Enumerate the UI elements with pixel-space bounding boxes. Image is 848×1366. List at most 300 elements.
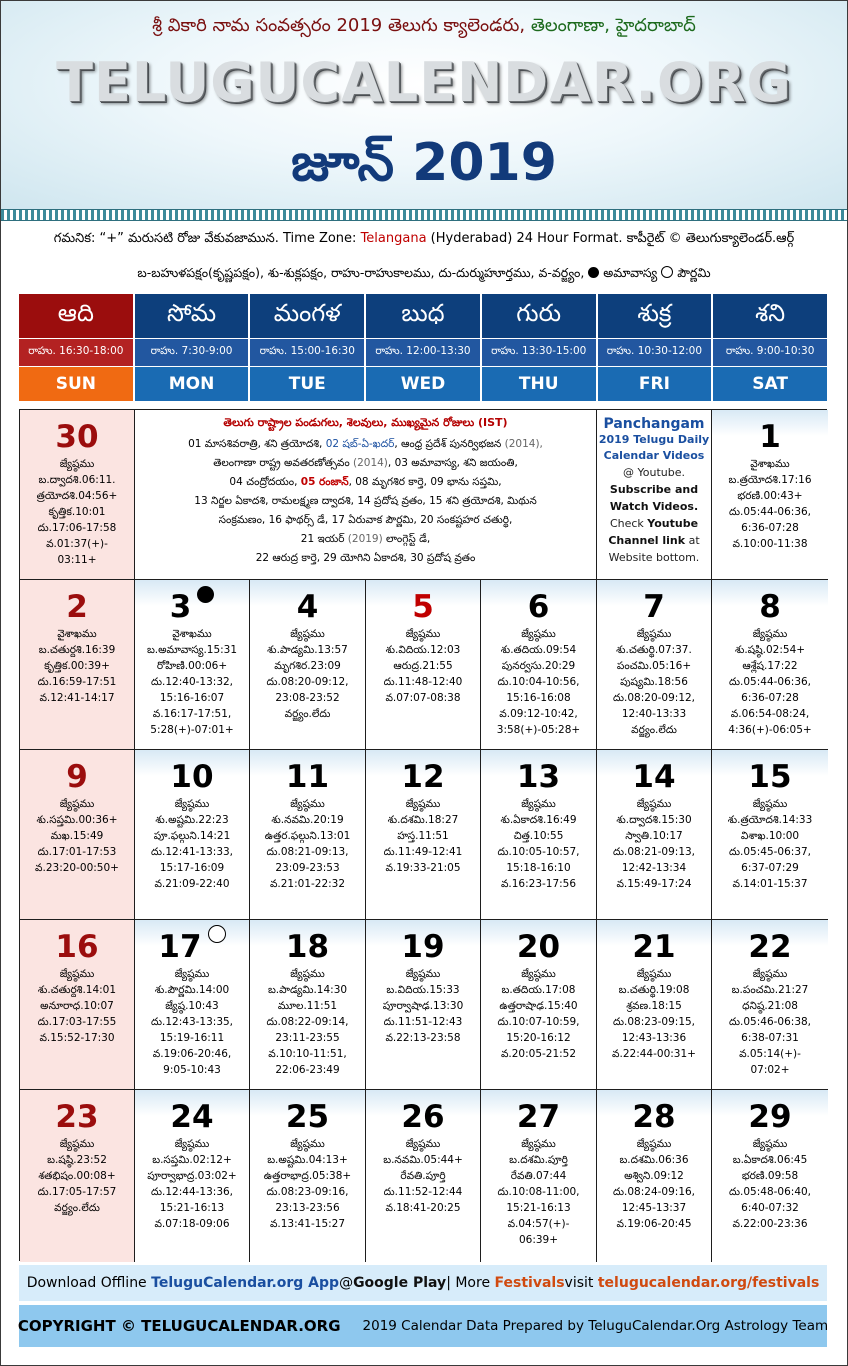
detail-line: వ.20:05-21:52	[500, 1048, 577, 1060]
detail-line: ఆశ్లేష.17:22	[742, 660, 798, 672]
detail-line: దు.11:48-12:40	[383, 676, 463, 688]
day-number: 11	[285, 759, 330, 795]
detail-line: 23:11-23:55	[275, 1032, 340, 1044]
panchang-details	[366, 966, 480, 1046]
detail-line: బ.పాడ్యమి.14:30	[267, 984, 348, 996]
day-number: 16	[55, 929, 99, 965]
ornament-divider	[1, 209, 847, 221]
detail-line: మృగశిర.23:09	[274, 660, 341, 672]
detail-line: వ.06:54-08:24,	[730, 708, 810, 720]
detail-line: దు.08:22-09:14,	[266, 1016, 349, 1028]
detail-line: 6:38-07:31	[741, 1032, 799, 1044]
day-number: 17	[158, 929, 202, 965]
detail-line: వైశాఖము	[172, 628, 212, 640]
day-number: 27	[516, 1099, 561, 1135]
panchang-details	[250, 796, 365, 892]
detail-line: జ్యేష్ఠము	[636, 968, 672, 980]
detail-line: దు.08:23-09:15,	[612, 1016, 696, 1028]
detail-line: 07:02+	[750, 1064, 790, 1076]
day-cell[interactable]	[712, 410, 828, 580]
detail-line: 5:28(+)-07:01+	[150, 724, 234, 736]
detail-line: దు.12:41-13:33,	[150, 846, 234, 858]
new-moon-icon	[197, 586, 214, 603]
detail-line: బ.నవమి.05:44+	[383, 1154, 463, 1166]
detail-line: 3:58(+)-05:28+	[496, 724, 581, 736]
day-cell[interactable]	[481, 1090, 597, 1262]
detail-line: జ్యేష్ఠము	[405, 798, 441, 810]
detail-line: దు.08:21-09:13,	[612, 846, 696, 858]
day-cell[interactable]	[366, 1090, 481, 1262]
detail-line: జ్యేష్ఠము	[290, 628, 325, 640]
detail-line: వ.07:18-09:06	[154, 1218, 230, 1230]
day-cell[interactable]	[481, 920, 597, 1090]
new-moon-icon	[588, 267, 599, 278]
detail-line: ధనిష్ఠ.21:08	[742, 1000, 798, 1012]
panchang-details	[597, 796, 711, 892]
panchang-details	[597, 626, 711, 738]
panchang-details	[597, 966, 711, 1062]
detail-line: భరణి.00:43+	[737, 490, 803, 502]
day-cell[interactable]	[597, 1090, 712, 1262]
detail-line: శు.దశమి.18:27	[387, 814, 459, 826]
day-number: 6	[527, 589, 550, 625]
detail-line: దు.11:51-12:43	[383, 1016, 463, 1028]
detail-line: దు.05:46-06:38,	[728, 1016, 812, 1028]
detail-line: జ్యేష్ఠము	[521, 628, 556, 640]
prepared-by-text: 2019 Calendar Data Prepared by TeluguCalendar.Org Astrology Team	[362, 1318, 829, 1334]
detail-line: 12:42-13:34	[621, 862, 687, 874]
detail-line: పుష్యమి.18:56	[620, 676, 688, 688]
detail-line: బ.తదియ.17:08	[501, 984, 576, 996]
panchang-details	[481, 966, 596, 1062]
detail-line: వైశాఖము	[57, 628, 97, 640]
weekday-tue: మంగళ రాహు. 15:00-16:30 TUE	[250, 294, 364, 401]
detail-line: అనూరాధ.10:07	[40, 1000, 114, 1012]
day-cell[interactable]	[712, 920, 828, 1090]
panchang-details	[712, 1136, 828, 1232]
detail-line: దు.17:03-17:55	[37, 1016, 117, 1028]
detail-line: వ.09:12-10:42,	[499, 708, 578, 720]
panchang-details	[712, 626, 828, 738]
detail-line: వ.07:07-08:38	[385, 692, 461, 704]
detail-line: రేవతి.07:44	[510, 1170, 567, 1182]
panchang-details	[366, 626, 480, 706]
day-cell[interactable]	[712, 580, 828, 750]
top-title	[1, 15, 847, 40]
detail-line: బ.షష్ఠి.23:52	[47, 1154, 107, 1166]
detail-line: వ.15:49-17:24	[616, 878, 692, 890]
detail-line: వ.10:00-11:38	[732, 538, 808, 550]
detail-line: మఖ.15:49	[50, 830, 104, 842]
detail-line: 15:18-16:10	[506, 862, 571, 874]
detail-line: బ.చతుర్దశి.16:39	[38, 644, 116, 656]
copyright-bar	[19, 1305, 827, 1347]
detail-line: శ్రవణ.18:15	[626, 1000, 682, 1012]
day-number: 10	[170, 759, 214, 795]
detail-line: శు.తదియ.09:54	[500, 644, 577, 656]
day-cell[interactable]	[20, 410, 135, 580]
detail-line: వ.21:09-22:40	[154, 878, 230, 890]
year-title: శ్రీ వికారి నామ సంవత్సరం 2019 తెలుగు క్యాలెండరు,	[152, 15, 531, 36]
detail-line: దు.10:08-11:00,	[497, 1186, 580, 1198]
detail-line: వ.10:10-11:51,	[268, 1048, 347, 1060]
day-cell[interactable]	[20, 750, 135, 920]
detail-line: కృత్తిక.00:39+	[44, 660, 110, 672]
panchang-details	[20, 966, 134, 1046]
detail-line: 12:40-13:33	[621, 708, 687, 720]
detail-line: రేవతి.పూర్తి	[400, 1170, 446, 1182]
detail-line: శు.పాడ్యమి.13:57	[267, 644, 348, 656]
day-cell[interactable]	[250, 1090, 366, 1262]
detail-line: దు.10:07-10:59,	[497, 1016, 580, 1028]
day-cell[interactable]	[20, 580, 135, 750]
detail-line: వ.22:00-23:36	[732, 1218, 808, 1230]
detail-line: అశ్విని.09:12	[624, 1170, 684, 1182]
day-number: 14	[632, 759, 676, 795]
location-title: తెలంగాణా, హైదరాబాద్	[530, 15, 696, 36]
detail-line: వ.22:13-23:58	[385, 1032, 461, 1044]
day-cell[interactable]	[481, 750, 597, 920]
google-play-link[interactable]: Google Play	[353, 1275, 447, 1291]
day-number: 30	[55, 419, 99, 455]
detail-line: దు.12:40-13:32,	[150, 676, 234, 688]
detail-line: వ.19:33-21:05	[385, 862, 461, 874]
detail-line: జ్యేష్ఠము	[290, 798, 325, 810]
day-number: 24	[170, 1099, 214, 1135]
day-number: 9	[66, 759, 88, 795]
day-cell[interactable]	[135, 1090, 250, 1262]
detail-line: జ్యేష్ఠము	[59, 968, 95, 980]
day-number: 23	[55, 1099, 99, 1135]
panchangam-promo[interactable]: Panchangam 2019 Telugu Daily Calendar Videos @ Youtube. Subscribe and Watch Videos. Check Youtube Channel link at Website bottom.	[597, 410, 712, 580]
detail-line: దు.08:20-09:12,	[266, 676, 349, 688]
day-cell[interactable]	[366, 920, 481, 1090]
day-number: 28	[632, 1099, 676, 1135]
day-number: 7	[643, 589, 665, 625]
detail-line: వ.19:06-20:45	[616, 1218, 692, 1230]
detail-line: వర్జ్యం.లేదు	[54, 1202, 100, 1214]
detail-line: దు.05:44-06:36,	[728, 506, 812, 518]
detail-line: శు.షష్ఠి.02:54+	[734, 644, 806, 656]
panchang-details	[481, 796, 596, 892]
detail-line: జ్యేష్ఠము	[752, 968, 788, 980]
day-cell[interactable]	[366, 750, 481, 920]
detail-line: దు.05:44-06:36,	[728, 676, 812, 688]
festivals-link[interactable]: Festivals	[494, 1275, 565, 1291]
detail-line: జ్యేష్ఠము	[521, 1138, 556, 1150]
day-cell[interactable]	[366, 580, 481, 750]
detail-line: వ.19:06-20:46,	[152, 1048, 232, 1060]
timezone-note: గమనిక: “+” మరుసటి రోజు వేకువజామున. Time Zone: Telangana (Hyderabad) 24 Hour Format. కాపీరైట్ © తెలుగుక్యాలెండర్.ఆర్గ్	[53, 231, 795, 246]
day-number: 18	[285, 929, 330, 965]
detail-line: దు.16:59-17:51	[37, 676, 117, 688]
panchang-details	[250, 1136, 365, 1232]
detail-line: పూ.ఫల్గుని.14:21	[153, 830, 231, 842]
detail-line: వ.12:41-14:17	[39, 692, 115, 704]
site-logo[interactable]: TELUGUCALENDAR.ORG	[56, 51, 792, 114]
weekday-wed: బుధ రాహు. 12:00-13:30 WED	[366, 294, 480, 401]
day-cell[interactable]	[712, 1090, 828, 1262]
detail-line: హస్త.11:51	[397, 830, 449, 842]
detail-line: బ.అమావాస్య.15:31	[146, 644, 238, 656]
panchang-details	[366, 796, 480, 876]
detail-line: 6:36-07:28	[741, 692, 799, 704]
detail-line: పునర్వసు.20:29	[501, 660, 576, 672]
day-cell[interactable]	[712, 750, 828, 920]
detail-line: 15:16-16:07	[159, 692, 225, 704]
detail-line: 15:20-16:12	[506, 1032, 571, 1044]
detail-line: శు.అష్టమి.22:23	[155, 814, 229, 826]
detail-line: విశాఖ.10:00	[740, 830, 800, 842]
detail-line: 6:36-07:28	[741, 522, 799, 534]
detail-line: దు.12:43-13:35,	[150, 1016, 234, 1028]
detail-line: వర్జ్యం.లేదు	[284, 708, 331, 720]
detail-line: చిత్త.10:55	[513, 830, 564, 842]
detail-line: 15:17-16:09	[159, 862, 225, 874]
detail-line: స్వాతి.10:17	[625, 830, 683, 842]
detail-line: వ.16:17-17:51,	[152, 708, 232, 720]
day-number: 20	[516, 929, 561, 965]
detail-line: శు.నవమి.20:19	[271, 814, 344, 826]
day-number: 29	[748, 1099, 792, 1135]
day-cell[interactable]	[481, 580, 597, 750]
detail-line: 4:36(+)-06:05+	[728, 724, 812, 736]
day-number: 3	[169, 589, 192, 625]
detail-line: జ్యేష్ఠము	[752, 628, 788, 640]
panchang-details	[250, 966, 365, 1078]
detail-line: శు.పౌర్ణమి.14:00	[154, 984, 230, 996]
detail-line: దు.05:48-06:40,	[728, 1186, 812, 1198]
detail-line: దు.05:45-06:37,	[728, 846, 812, 858]
day-cell[interactable]	[597, 580, 712, 750]
abbreviation-legend: బ-బహుళపక్షం(కృష్ణపక్షం), శు-శుక్లపక్షం, రాహు-రాహుకాలము, దు-దుర్ముహూర్తము, వ-వర్జ్యం, అమావాస్య పౌర్ణమి	[137, 265, 711, 280]
detail-line: దు.10:05-10:57,	[497, 846, 580, 858]
download-bar: Download Offline TeluguCalendar.org App @ Google Play | More Festivals visit telugucalendar.org/festivals	[19, 1265, 827, 1301]
detail-line: 9:05-10:43	[163, 1064, 221, 1076]
detail-line: బ.అష్టమి.04:13+	[267, 1154, 348, 1166]
detail-line: వ.13:41-15:27	[269, 1218, 346, 1230]
day-cell[interactable]	[250, 580, 366, 750]
detail-line: దు.12:44-13:36,	[150, 1186, 234, 1198]
detail-line: వ.23:20-00:50+	[35, 862, 119, 874]
detail-line: 6:37-07:29	[741, 862, 799, 874]
detail-line: జ్యేష్ఠము	[636, 628, 672, 640]
day-cell[interactable]	[20, 920, 135, 1090]
detail-line: కృత్తిక.10:01	[48, 506, 106, 518]
detail-line: శు.చతుర్థి.07:37.	[616, 644, 692, 656]
detail-line: జ్యేష్ఠము	[521, 968, 556, 980]
detail-line: జ్యేష్ఠము	[290, 1138, 325, 1150]
detail-line: శు.త్రయోదశి.14:33	[727, 814, 813, 826]
app-link[interactable]: TeluguCalendar.org App	[151, 1275, 340, 1291]
day-number: 5	[412, 589, 434, 625]
panchang-details	[597, 1136, 711, 1232]
weekday-thu: గురు రాహు. 13:30-15:00 THU	[482, 294, 596, 401]
detail-line: దు.10:04-10:56,	[497, 676, 580, 688]
detail-line: త్రయోదశి.04:56+	[36, 490, 118, 502]
day-number: 4	[296, 589, 319, 625]
detail-line: 15:21-16:13	[159, 1202, 225, 1214]
panchang-details	[366, 1136, 480, 1216]
detail-line: 23:13-23:56	[275, 1202, 340, 1214]
detail-line: దు.11:52-12:44	[383, 1186, 463, 1198]
detail-line: పూర్వాషాఢ.13:30	[382, 1000, 464, 1012]
detail-line: దు.11:49-12:41	[383, 846, 463, 858]
detail-line: దు.17:06-17:58	[37, 522, 117, 534]
detail-line: బ.విదియ.15:33	[386, 984, 460, 996]
festival-title: తెలుగు రాష్ట్రాల పండుగలు, శెలవులు, ముఖ్యమైన రోజులు (IST)	[223, 416, 508, 429]
panchang-details	[712, 456, 828, 552]
panchang-details	[135, 626, 249, 738]
detail-line: 15:16-16:08	[506, 692, 571, 704]
day-cell[interactable]	[135, 920, 250, 1090]
detail-line: 12:45-13:37	[621, 1202, 687, 1214]
day-number: 26	[401, 1099, 445, 1135]
detail-line: 03:11+	[57, 554, 97, 566]
weekday-sun: ఆది రాహు. 16:30-18:00 SUN	[19, 294, 133, 401]
detail-line: శు.సప్తమి.00:36+	[36, 814, 118, 826]
detail-line: జ్యేష్ఠము	[405, 968, 441, 980]
detail-line: ఆరుద్ర.21:55	[393, 660, 453, 672]
day-number: 19	[401, 929, 445, 965]
day-number: 8	[759, 589, 781, 625]
detail-line: వ.15:52-17:30	[39, 1032, 115, 1044]
detail-line: జ్యేష్ఠము	[521, 798, 556, 810]
detail-line: బ.పంచమి.21:27	[731, 984, 809, 996]
day-cell[interactable]	[135, 580, 250, 750]
day-number: 22	[748, 929, 792, 965]
detail-line: వ.21:01-22:32	[269, 878, 346, 890]
festival-list	[135, 410, 597, 580]
day-number: 13	[516, 759, 561, 795]
day-cell[interactable]	[135, 750, 250, 920]
day-number: 1	[759, 419, 781, 455]
detail-line: శు.ఏకాదశి.16:49	[500, 814, 577, 826]
detail-line: శు.చతుర్దశి.14:01	[37, 984, 117, 996]
detail-line: బ.ఏకాదశి.06:45	[732, 1154, 808, 1166]
copyright-text: COPYRIGHT © TELUGUCALENDAR.ORG	[17, 1317, 341, 1335]
detail-line: వ.18:41-20:25	[385, 1202, 461, 1214]
header-banner	[1, 1, 847, 209]
panchang-details	[135, 966, 249, 1078]
detail-line: జ్యేష్ఠము	[174, 968, 210, 980]
detail-line: 23:08-23:52	[275, 692, 340, 704]
detail-line: జ్యేష్ఠము	[405, 628, 441, 640]
detail-line: దు.08:21-09:13,	[266, 846, 349, 858]
detail-line: పంచమి.05:16+	[616, 660, 692, 672]
detail-line: వ.16:23-17:56	[500, 878, 577, 890]
day-cell[interactable]	[250, 750, 366, 920]
weekday-sat: శని రాహు. 9:00-10:30 SAT	[713, 294, 827, 401]
detail-line: 23:09-23:53	[275, 862, 340, 874]
detail-line: భరణి.09:58	[741, 1170, 799, 1182]
panchang-details	[481, 1136, 596, 1248]
panchang-details	[712, 796, 828, 892]
detail-line: బ.దశమి.పూర్తి	[509, 1154, 568, 1166]
detail-line: జ్యేష్ఠము	[174, 798, 210, 810]
detail-line: దు.08:24-09:16,	[612, 1186, 696, 1198]
detail-line: వ.22:44-00:31+	[612, 1048, 696, 1060]
detail-line: వ.05:14(+)-	[739, 1048, 801, 1060]
detail-line: జ్యేష్ఠము	[174, 1138, 210, 1150]
detail-line: బ.ద్వాదశి.06:11.	[38, 474, 116, 486]
detail-line: 06:39+	[518, 1234, 559, 1246]
panchang-details	[20, 626, 134, 706]
detail-line: రోహిణి.00:06+	[156, 660, 228, 672]
detail-line: 6:40-07:32	[741, 1202, 799, 1214]
detail-line: దు.17:05-17:57	[37, 1186, 117, 1198]
day-cell[interactable]	[250, 920, 366, 1090]
detail-line: 15:21-16:13	[506, 1202, 571, 1214]
detail-line: పూర్వాభాద్ర.03:02+	[147, 1170, 237, 1182]
detail-line: దు.08:23-09:16,	[266, 1186, 349, 1198]
detail-line: దు.17:01-17:53	[37, 846, 117, 858]
detail-line: ఉత్తర.ఫల్గుని.13:01	[264, 830, 351, 842]
panchang-details	[135, 796, 249, 892]
festival-body: 01 మాసశివరాత్రి, శని త్రయోదశి, 02 షబ్-ఏ-ఖదర్, ఆంధ్ర ప్రదేశ్ పునర్విభజన (2014), తెలంగాణా రాష్ట్ర అవతరణోత్సవం (2014), 03 అమావాస్య, శని జయంతి, 04 చంద్రోదయం, 05 రంజాన్, 08 మృగశిర కార్తె, 09 భాను సప్తమి, 13 నిర్జల ఏకాదశి, రామలక్ష్మణ ద్వాదశి, 14 ప్రదోష వ్రతం, 15 శని త్రయోదశి, మిథున సంక్రమణం, 16 ఫాథర్స్ డే, 17 ఏరువాక పౌర్ణమి, 20 సంకష్టహర చతుర్థి, 21 ఇయర్ (2019) లాంగ్గెస్ట్ డే, 22 ఆరుద్ర కార్తె, 29 యోగిని ఏకాదశి, 30 ప్రదోష వ్రతం	[188, 438, 543, 564]
detail-line: 22:06-23:49	[275, 1064, 340, 1076]
panchang-details	[135, 1136, 249, 1232]
full-moon-icon	[208, 925, 226, 943]
day-number: 15	[748, 759, 792, 795]
detail-line: జ్యేష్ఠము	[752, 1138, 788, 1150]
detail-line: జ్యేష్ఠము	[636, 798, 672, 810]
detail-line: 12:43-13:36	[621, 1032, 687, 1044]
weekday-header	[19, 294, 827, 401]
detail-line: బ.త్రయోదశి.17:16	[728, 474, 812, 486]
festivals-url-link[interactable]: telugucalendar.org/festivals	[597, 1275, 820, 1291]
panchang-details	[250, 626, 365, 722]
day-number: 25	[285, 1099, 330, 1135]
panchang-details	[20, 456, 134, 568]
calendar-grid	[19, 409, 827, 1261]
detail-line: వ.01:37(+)-	[46, 538, 108, 550]
detail-line: ఉత్తరాభాద్ర.05:38+	[263, 1170, 352, 1182]
detail-line: జ్యేష్ఠ.10:43	[165, 1000, 219, 1012]
detail-line: వర్జ్యం.లేదు	[631, 724, 677, 736]
detail-line: 15:19-16:11	[159, 1032, 225, 1044]
detail-line: బ.దశమి.06:36	[619, 1154, 689, 1166]
full-moon-icon	[661, 266, 673, 278]
detail-line: దు.08:20-09:12,	[612, 692, 696, 704]
detail-line: జ్యేష్ఠము	[405, 1138, 441, 1150]
detail-line: జ్యేష్ఠము	[59, 1138, 95, 1150]
day-cell[interactable]	[597, 920, 712, 1090]
detail-line: శతభిషం.00:08+	[38, 1170, 116, 1182]
day-cell[interactable]	[597, 750, 712, 920]
weekday-mon: సోమ రాహు. 7:30-9:00 MON	[135, 294, 249, 401]
panchang-details	[20, 1136, 134, 1216]
panchang-details	[20, 796, 134, 876]
detail-line: శు.ద్వాదశి.15:30	[616, 814, 692, 826]
detail-line: బ.సప్తమి.02:12+	[152, 1154, 232, 1166]
panchang-details	[712, 966, 828, 1078]
detail-line: వ.04:57(+)-	[507, 1218, 570, 1230]
panchang-details	[481, 626, 596, 738]
day-number: 21	[632, 929, 676, 965]
detail-line: వ.14:01-15:37	[732, 878, 808, 890]
detail-line: ఉత్తరాషాఢ.15:40	[499, 1000, 578, 1012]
detail-line: జ్యేష్ఠము	[752, 798, 788, 810]
detail-line: మూల.11:51	[277, 1000, 338, 1012]
detail-line: జ్యేష్ఠము	[59, 798, 95, 810]
detail-line: శు.విదియ.12:03	[385, 644, 461, 656]
day-number: 2	[66, 589, 88, 625]
detail-line: జ్యేష్ఠము	[290, 968, 325, 980]
weekday-fri: శుక్ర రాహు. 10:30-12:00 FRI	[598, 294, 712, 401]
day-cell[interactable]	[20, 1090, 135, 1262]
detail-line: జ్యేష్ఠము	[59, 458, 95, 470]
